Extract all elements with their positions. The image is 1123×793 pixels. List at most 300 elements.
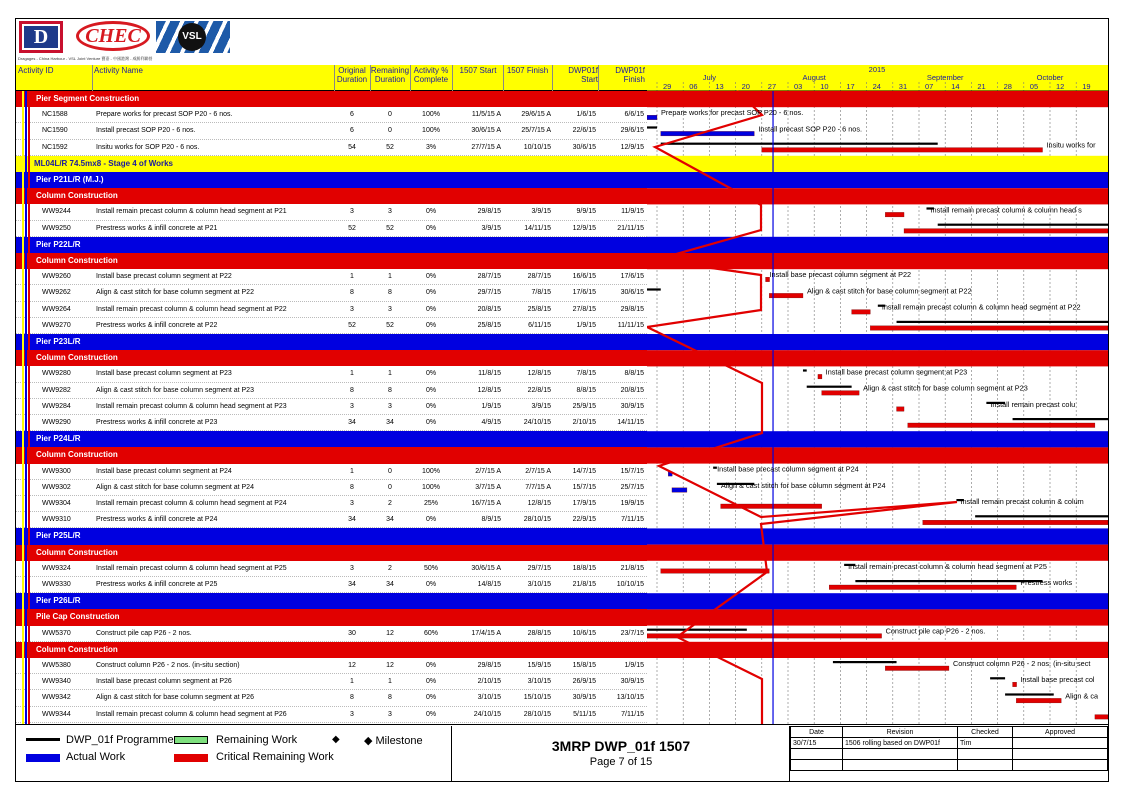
- cell-remaining-duration: 1: [388, 273, 392, 281]
- dwp-bar: [661, 143, 938, 145]
- gantt-bar-label: Align & cast stitch for base column segment at P22: [806, 286, 972, 296]
- table-row[interactable]: [16, 577, 647, 593]
- cell-activity-pct: 3%: [425, 143, 437, 151]
- table-row[interactable]: [16, 496, 647, 512]
- gantt-bar-label: Install base precast column segment at P22: [769, 270, 912, 280]
- cell-activity-pct: 0%: [425, 273, 437, 281]
- rev-header-revision: Revision: [843, 727, 958, 738]
- cell-activity-name: Install remain precast column & column head segment at P25: [96, 564, 287, 572]
- cell-remaining-duration: 2: [388, 564, 392, 572]
- critical-bar: [923, 520, 1108, 525]
- dwp-bar: [855, 580, 1042, 582]
- col-dwp-finish[interactable]: DWP01f Finish: [615, 66, 645, 84]
- cell-activity-id: WW9344: [42, 710, 71, 718]
- cell-dwp-start: 1/9/15: [576, 321, 596, 329]
- cell-dwp-start: 9/9/15: [576, 208, 596, 216]
- dwp-bar: [647, 288, 661, 290]
- group-band[interactable]: Column Construction: [16, 642, 647, 658]
- timescale-week: 12: [1056, 82, 1065, 91]
- table-row[interactable]: [16, 221, 647, 237]
- legend: [16, 726, 452, 781]
- gantt-band: [647, 334, 1108, 350]
- cell-original-duration: 8: [350, 386, 354, 394]
- cell-activity-pct: 0%: [425, 289, 437, 297]
- group-band[interactable]: Column Construction: [16, 253, 647, 269]
- cell-dwp-start: 27/8/15: [572, 305, 596, 313]
- cell-original-duration: 34: [348, 581, 356, 588]
- cell-dwp-start: 10/6/15: [572, 629, 596, 637]
- cell-activity-name: Prestress works & infill concrete at P22: [96, 321, 218, 329]
- table-row[interactable]: [16, 690, 647, 706]
- cell-dwp-start: 8/8/15: [576, 386, 596, 394]
- cell-dwp-start: 7/8/15: [576, 370, 596, 378]
- gantt-band: [647, 91, 1108, 107]
- cell-remaining-duration: 3: [388, 402, 392, 410]
- cell-activity-name: Align & cast stitch for base column segment at P24: [96, 483, 254, 491]
- cell-1507-start: 25/8/15: [477, 321, 501, 329]
- cell-dwp-start: 1/6/15: [576, 111, 596, 119]
- cell-activity-name: Insitu works for SOP P20 - 6 nos.: [96, 143, 200, 151]
- cell-1507-start: 29/7/15: [477, 289, 501, 297]
- cell-1507-finish: 3/9/15: [531, 208, 551, 216]
- group-band[interactable]: Column Construction: [16, 545, 647, 561]
- critical-bar: [870, 326, 1108, 331]
- cell-activity-name: Prestress works & infill concrete at P25: [96, 581, 218, 588]
- cell-remaining-duration: 0: [388, 467, 392, 475]
- gantt-band: [647, 545, 1108, 561]
- rev-header-date: Date: [791, 727, 843, 738]
- dwp-bar: [647, 629, 747, 631]
- gantt-band: [647, 188, 1108, 204]
- cell-remaining-duration: 3: [388, 710, 392, 718]
- timescale-month: September: [926, 73, 964, 82]
- col-activity-name[interactable]: Activity Name: [94, 66, 143, 75]
- gantt-band: [647, 237, 1108, 253]
- col-activity-id[interactable]: Activity ID: [18, 66, 54, 75]
- gantt-band: [647, 156, 1108, 172]
- cell-dwp-finish: 17/6/15: [620, 273, 644, 281]
- cell-dwp-start: 5/11/15: [573, 710, 596, 718]
- table-row[interactable]: [16, 318, 647, 334]
- cell-activity-name: Install base precast column segment at P24: [96, 467, 232, 475]
- cell-dwp-start: 22/6/15: [572, 127, 596, 135]
- cell-remaining-duration: 52: [386, 224, 394, 232]
- cell-activity-id: WW9300: [42, 467, 71, 475]
- table-row[interactable]: [16, 561, 647, 577]
- critical-bar: [818, 374, 822, 379]
- timescale-month: October: [1036, 73, 1064, 82]
- cell-activity-name: Align & cast stitch for base column segment at P26: [96, 694, 254, 702]
- cell-activity-pct: 0%: [425, 516, 437, 524]
- cell-activity-id: WW9324: [42, 564, 71, 572]
- critical-bar: [661, 569, 770, 574]
- cell-remaining-duration: 8: [388, 694, 392, 702]
- timescale-week: 06: [689, 82, 698, 91]
- gantt-bar-label: Install remain precast column & column head segment at P22: [881, 302, 1081, 312]
- dragages-logo-letter: D: [24, 26, 58, 48]
- critical-bar: [897, 407, 904, 412]
- dwp-bar: [803, 369, 807, 371]
- dwp-bar: [833, 661, 897, 663]
- cell-remaining-duration: 34: [386, 581, 394, 588]
- cell-dwp-finish: 30/6/15: [620, 289, 644, 297]
- cell-1507-finish: 28/8/15: [527, 629, 551, 637]
- cell-activity-id: NC1588: [42, 111, 68, 119]
- group-band[interactable]: Pier P22L/R: [16, 237, 647, 253]
- critical-bar: [769, 293, 803, 298]
- timescale-week: 13: [715, 82, 724, 91]
- cell-1507-finish: 29/7/15: [527, 564, 551, 572]
- cell-activity-name: Prestress works & infill concrete at P21: [96, 224, 218, 232]
- table-row[interactable]: [16, 383, 647, 399]
- col-dwp-start[interactable]: DWP01f Start: [568, 66, 598, 84]
- cell-remaining-duration: 0: [388, 111, 392, 119]
- cell-original-duration: 34: [348, 419, 356, 426]
- cell-dwp-finish: 11/9/15: [621, 208, 644, 216]
- legend-critical-label: Critical Remaining Work: [216, 751, 334, 763]
- cell-1507-start: 14/8/15: [477, 581, 501, 588]
- cell-activity-pct: 0%: [425, 694, 437, 702]
- cell-1507-start: 3/9/15: [481, 224, 501, 232]
- cell-dwp-finish: 29/8/15: [620, 305, 644, 313]
- cell-remaining-duration: 12: [386, 629, 394, 637]
- group-band[interactable]: Column Construction: [16, 350, 647, 366]
- col-1507-start[interactable]: 1507 Start: [459, 66, 497, 75]
- cell-dwp-start: 18/8/15: [572, 564, 596, 572]
- cell-remaining-duration: 52: [386, 143, 394, 151]
- legend-dwp-swatch: [26, 738, 60, 741]
- cell-dwp-finish: 7/11/15: [621, 710, 644, 718]
- gantt-bar-label: Install base precast column segment at P24: [717, 464, 859, 474]
- rev-checked: Tim: [958, 738, 1013, 749]
- table-row[interactable]: [16, 626, 647, 642]
- col-1507-finish[interactable]: 1507 Finish: [506, 66, 549, 75]
- cell-activity-pct: 0%: [425, 208, 437, 216]
- cell-dwp-finish: 1/9/15: [624, 662, 644, 669]
- cell-dwp-start: 15/8/15: [572, 662, 596, 669]
- cell-activity-pct: 0%: [425, 386, 437, 394]
- cell-remaining-duration: 3: [388, 305, 392, 313]
- dwp-bar: [975, 515, 1108, 517]
- cell-1507-finish: 3/10/15: [527, 581, 551, 588]
- page-number: Page 7 of 15: [589, 756, 653, 768]
- table-row[interactable]: [16, 658, 647, 674]
- cell-original-duration: 3: [350, 208, 354, 216]
- cell-activity-pct: 0%: [425, 678, 437, 686]
- legend-actual-swatch: [26, 754, 60, 762]
- cell-activity-pct: 0%: [425, 581, 437, 588]
- cell-dwp-finish: 6/6/15: [624, 111, 644, 119]
- cell-1507-start: 8/9/15: [481, 516, 501, 524]
- group-band[interactable]: Pier P25L/R: [16, 528, 647, 544]
- cell-activity-pct: 25%: [423, 500, 438, 507]
- timescale-week: 19: [1082, 82, 1091, 91]
- table-row[interactable]: [16, 399, 647, 415]
- cell-1507-finish: 15/10/15: [523, 694, 551, 702]
- cell-1507-finish: 12/8/15: [527, 370, 551, 378]
- cell-activity-name: Install precast SOP P20 - 6 nos.: [96, 127, 196, 135]
- cell-activity-name: Install remain precast column & column head segment at P21: [96, 208, 287, 216]
- cell-activity-name: Install base precast column segment at P22: [96, 273, 232, 281]
- cell-activity-pct: 100%: [422, 127, 440, 135]
- gantt-bar-label: Install remain precast colu: [990, 399, 1076, 409]
- cell-activity-name: Prepare works for precast SOP P20 - 6 nos.: [96, 111, 233, 119]
- gantt-bar-label: Construct column P26 - 2 nos. (in-situ sect: [952, 659, 1091, 668]
- cell-1507-finish: 25/8/15: [527, 305, 551, 313]
- cell-dwp-finish: 20/8/15: [620, 386, 644, 394]
- gantt-band: [647, 528, 1108, 544]
- cell-activity-id: WW9244: [42, 208, 71, 216]
- cell-activity-id: WW9330: [42, 581, 71, 588]
- cell-original-duration: 8: [350, 483, 354, 491]
- cell-remaining-duration: 34: [386, 516, 394, 524]
- rev-date: 30/7/15: [791, 738, 843, 749]
- cell-activity-name: Install base precast column segment at P23: [96, 370, 232, 378]
- col-activity-pct[interactable]: Activity % Complete: [413, 66, 449, 84]
- critical-bar: [908, 423, 1095, 428]
- cell-activity-id: WW9250: [42, 224, 71, 232]
- cell-1507-start: 28/7/15: [477, 273, 501, 281]
- cell-dwp-finish: 7/11/15: [621, 516, 644, 524]
- table-row[interactable]: [16, 464, 647, 480]
- cell-activity-pct: 0%: [425, 305, 437, 313]
- timescale-year: 2015: [868, 65, 886, 74]
- cell-dwp-finish: 30/9/15: [620, 402, 644, 410]
- cell-1507-start: 3/10/15: [477, 694, 501, 702]
- cell-1507-start: 29/8/15: [477, 662, 501, 669]
- gantt-bar-label: Install remain precast column & column head segment at P25: [848, 561, 1047, 571]
- gantt-band: [647, 593, 1108, 609]
- table-row[interactable]: [16, 123, 647, 139]
- cell-activity-id: WW9342: [42, 694, 71, 702]
- cell-original-duration: 3: [350, 305, 354, 313]
- dwp-bar: [897, 321, 1108, 323]
- table-row[interactable]: [16, 707, 647, 723]
- cell-1507-finish: 25/7/15 A: [521, 127, 551, 135]
- legend-remaining-swatch: [174, 736, 208, 744]
- cell-1507-finish: 15/9/15: [527, 662, 551, 669]
- cell-dwp-finish: 21/11/15: [617, 224, 644, 232]
- table-row[interactable]: [16, 366, 647, 382]
- cell-activity-name: Install remain precast column & column head segment at P22: [96, 305, 287, 313]
- cell-activity-name: Prestress works & infill concrete at P24: [96, 516, 218, 524]
- cell-activity-name: Construct pile cap P26 - 2 nos.: [96, 629, 192, 637]
- cell-dwp-finish: 8/8/15: [624, 370, 644, 378]
- dwp-bar: [1005, 693, 1054, 695]
- critical-bar: [885, 212, 904, 217]
- rev-header-approved: Approved: [1013, 727, 1108, 738]
- cell-dwp-start: 12/9/15: [572, 224, 596, 232]
- table-row[interactable]: [16, 480, 647, 496]
- group-band[interactable]: Column Construction: [16, 188, 647, 204]
- table-row[interactable]: [16, 204, 647, 220]
- cell-remaining-duration: 34: [386, 419, 394, 426]
- cell-activity-pct: 0%: [425, 370, 437, 378]
- cell-1507-finish: 28/10/15: [523, 710, 551, 718]
- critical-bar: [1016, 698, 1061, 703]
- group-band[interactable]: Pier P26L/R: [16, 593, 647, 609]
- legend-dwp-label: DWP_01f Programme: [66, 734, 174, 746]
- cell-dwp-finish: 15/7/15: [620, 467, 644, 475]
- cell-activity-pct: 0%: [425, 419, 437, 426]
- cell-original-duration: 1: [350, 467, 354, 475]
- gantt-band: [647, 253, 1108, 269]
- timescale-week: 17: [846, 82, 855, 91]
- cell-1507-start: 16/7/15 A: [471, 500, 501, 507]
- gantt-bar-label: Install base precast column segment at P23: [825, 367, 968, 377]
- timescale-week: 28: [1003, 82, 1012, 91]
- cell-dwp-finish: 30/9/15: [620, 678, 644, 686]
- cell-remaining-duration: 1: [388, 678, 392, 686]
- gantt-bar-label: Align & cast stitch for base column segment at P23: [863, 383, 1028, 393]
- cell-remaining-duration: 8: [388, 386, 392, 394]
- group-band[interactable]: ML04L/R 74.5mx8 - Stage 4 of Works: [16, 156, 647, 172]
- cell-1507-finish: 7/8/15: [531, 289, 551, 297]
- critical-bar: [852, 310, 871, 315]
- critical-bar: [822, 391, 859, 396]
- gantt-bar-label: Insitu works for: [1046, 140, 1096, 150]
- cell-dwp-start: 17/9/15: [572, 500, 596, 507]
- cell-original-duration: 1: [350, 678, 354, 686]
- table-row[interactable]: [16, 302, 647, 318]
- table-row[interactable]: [16, 674, 647, 690]
- cell-dwp-finish: 13/10/15: [616, 694, 644, 702]
- cell-1507-finish: 29/6/15 A: [521, 111, 551, 119]
- cell-activity-name: Install remain precast column & column head segment at P23: [96, 402, 287, 410]
- timescale-month: August: [802, 73, 826, 82]
- group-band[interactable]: Pier P23L/R: [16, 334, 647, 350]
- cell-original-duration: 52: [348, 321, 356, 329]
- cell-1507-finish: 14/11/15: [524, 224, 551, 232]
- cell-dwp-finish: 10/10/15: [616, 581, 644, 588]
- cell-dwp-finish: 21/8/15: [620, 564, 644, 572]
- legend-actual-label: Actual Work: [66, 751, 126, 763]
- cell-dwp-start: 17/6/15: [572, 289, 596, 297]
- revision-table: [790, 726, 1108, 781]
- dwp-bar: [647, 126, 657, 128]
- critical-bar: [1013, 682, 1017, 687]
- vsl-logo-text: VSL: [178, 23, 206, 51]
- cell-activity-id: WW5380: [42, 662, 71, 669]
- cell-1507-start: 11/8/15: [478, 370, 501, 378]
- cell-dwp-start: 30/6/15: [572, 143, 596, 151]
- cell-dwp-finish: 23/7/15: [620, 629, 644, 637]
- vsl-logo: [156, 21, 230, 53]
- gantt-chart: [647, 65, 1108, 724]
- timescale-week: 05: [1029, 82, 1039, 91]
- cell-dwp-start: 15/7/15: [572, 483, 596, 491]
- cell-activity-id: WW9264: [42, 305, 71, 313]
- dwp-bar: [1013, 418, 1108, 420]
- cell-activity-id: WW9282: [42, 386, 71, 394]
- cell-activity-name: Construct column P26 - 2 nos. (in-situ section): [96, 662, 240, 669]
- group-band[interactable]: Pier P21L/R (M.J.): [16, 172, 647, 188]
- critical-bar: [885, 666, 949, 671]
- timescale-week: 31: [898, 82, 908, 91]
- timescale-week: 29: [663, 82, 672, 91]
- table-row[interactable]: [16, 512, 647, 528]
- col-remaining-duration[interactable]: Remaining Duration: [370, 66, 410, 84]
- cell-original-duration: 8: [350, 289, 354, 297]
- cell-1507-finish: 6/11/15: [528, 321, 551, 329]
- critical-bar: [762, 148, 1043, 153]
- cell-activity-id: WW9280: [42, 370, 71, 378]
- cell-1507-start: 2/10/15: [477, 678, 501, 686]
- cell-original-duration: 12: [348, 662, 356, 669]
- cell-dwp-finish: 14/11/15: [617, 419, 644, 426]
- cell-1507-start: 24/10/15: [473, 710, 501, 718]
- gantt-band: [647, 350, 1108, 366]
- cell-1507-start: 20/8/15: [477, 305, 501, 313]
- rev-approved: [1013, 738, 1108, 749]
- cell-remaining-duration: 3: [388, 208, 392, 216]
- cell-original-duration: 52: [348, 224, 356, 232]
- cell-activity-name: Install remain precast column & column head segment at P26: [96, 710, 287, 718]
- cell-1507-start: 30/6/15 A: [471, 127, 501, 135]
- cell-activity-id: NC1590: [42, 127, 68, 135]
- group-band[interactable]: Pier Segment Construction: [16, 91, 647, 107]
- cell-dwp-start: 16/6/15: [572, 273, 596, 281]
- cell-activity-pct: 0%: [425, 662, 437, 669]
- cell-remaining-duration: 0: [388, 483, 392, 491]
- gantt-band: [647, 609, 1108, 625]
- cell-activity-name: Align & cast stitch for base column segment at P23: [96, 386, 254, 394]
- cell-activity-name: Align & cast stitch for base column segment at P22: [96, 289, 254, 297]
- timescale-week: 03: [794, 82, 803, 91]
- cell-1507-finish: 7/7/15 A: [525, 483, 551, 491]
- cell-activity-id: WW9260: [42, 273, 71, 281]
- chec-logo: CHEC: [76, 21, 150, 51]
- col-original-duration[interactable]: Original Duration: [336, 66, 368, 84]
- table-row[interactable]: [16, 107, 647, 123]
- cell-remaining-duration: 0: [388, 127, 392, 135]
- cell-dwp-finish: 29/6/15: [620, 127, 644, 135]
- cell-activity-name: Prestress works & infill concrete at P23: [96, 419, 218, 426]
- table-row[interactable]: [16, 285, 647, 301]
- timescale-week: 07: [925, 82, 934, 91]
- cell-activity-name: Install base precast column segment at P26: [96, 678, 232, 686]
- cell-1507-finish: 28/10/15: [523, 516, 551, 524]
- actual-bar: [672, 488, 687, 493]
- cell-1507-finish: 22/8/15: [527, 386, 551, 394]
- cell-remaining-duration: 8: [388, 289, 392, 297]
- cell-1507-start: 3/7/15 A: [475, 483, 501, 491]
- table-row[interactable]: [16, 269, 647, 285]
- cell-activity-pct: 0%: [425, 224, 437, 232]
- cell-dwp-start: 2/10/15: [572, 419, 596, 426]
- cell-1507-start: 27/7/15 A: [471, 143, 501, 151]
- cell-activity-id: NC1592: [42, 143, 68, 151]
- table-row[interactable]: [16, 415, 647, 431]
- outline-bars: [18, 91, 30, 724]
- group-band[interactable]: Pile Cap Construction: [16, 609, 647, 625]
- cell-activity-id: WW9340: [42, 678, 71, 686]
- cell-1507-start: 11/5/15 A: [471, 111, 501, 119]
- gantt-band: [647, 431, 1108, 447]
- actual-bar: [647, 115, 657, 120]
- group-band[interactable]: Pier P24L/R: [16, 431, 647, 447]
- cell-original-duration: 6: [350, 111, 354, 119]
- table-row[interactable]: [16, 140, 647, 156]
- timescale-week: 10: [820, 82, 829, 91]
- dwp-bar: [938, 224, 1108, 226]
- cell-1507-finish: 10/10/15: [523, 143, 551, 151]
- cell-activity-id: WW9284: [42, 402, 71, 410]
- gantt-bar-label: Construct pile cap P26 - 2 nos.: [885, 626, 986, 636]
- critical-bar: [1095, 715, 1108, 720]
- cell-dwp-start: 14/7/15: [572, 467, 596, 475]
- group-band[interactable]: Column Construction: [16, 447, 647, 463]
